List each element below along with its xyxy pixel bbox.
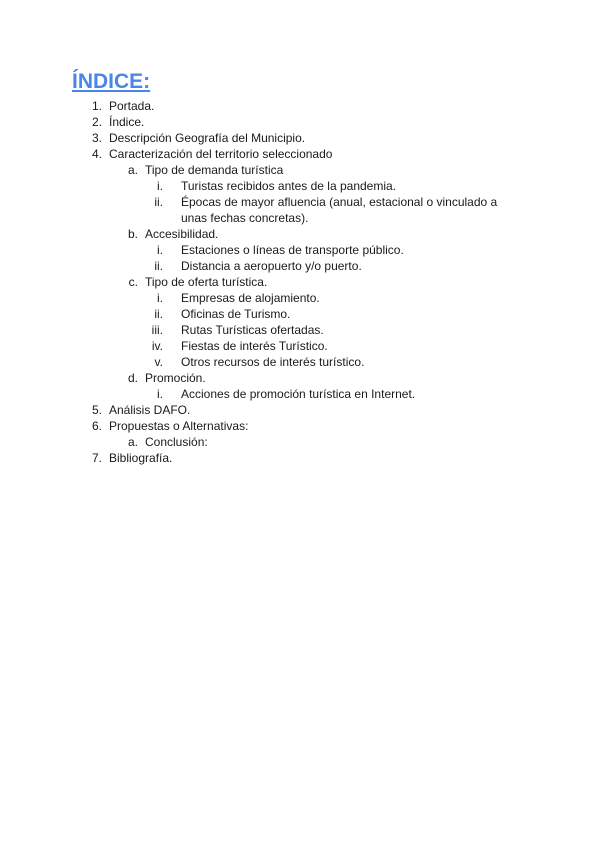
toc-marker: ii. [154,307,163,321]
toc-marker: 6. [91,419,102,433]
toc-text: Acciones de promoción turística en Internet. [181,387,416,401]
toc-text: Caracterización del territorio seleccionado [109,147,333,161]
toc-marker: i. [157,243,163,257]
toc-text: Rutas Turísticas ofertadas. [181,323,324,337]
toc-text: Accesibilidad. [145,227,219,241]
toc-marker: i. [157,387,163,401]
toc-text: Turistas recibidos antes de la pandemia. [181,179,397,193]
toc-text: Épocas de mayor afluencia (anual, estacional o vinculado a [181,195,498,209]
toc-marker: 1. [91,99,102,113]
toc-text: Bibliografía. [109,451,173,465]
toc-marker: ii. [154,195,163,209]
toc-text: Estaciones o líneas de transporte público. [181,243,404,257]
toc-text: Tipo de oferta turística. [145,275,268,289]
toc-marker: i. [157,179,163,193]
toc-marker: c. [128,275,138,289]
toc-marker: i. [157,291,163,305]
toc-text: Oficinas de Turismo. [181,307,291,321]
toc-marker: d. [127,371,138,385]
toc-text: Portada. [109,99,155,113]
toc-text: Descripción Geografía del Municipio. [109,131,306,145]
toc-text: Índice. [109,115,145,129]
toc-marker: 7. [91,451,102,465]
toc-marker: a. [127,163,138,177]
toc-text: Distancia a aeropuerto y/o puerto. [181,259,362,273]
toc-text: Otros recursos de interés turístico. [181,355,365,369]
toc-marker: v. [154,355,163,369]
toc-marker: b. [127,227,138,241]
toc-text: unas fechas concretas). [181,211,309,225]
toc-marker: a. [127,435,138,449]
toc-marker: ii. [154,259,163,273]
toc-marker: 2. [91,115,102,129]
toc-marker: iii. [151,323,163,337]
toc-text: Empresas de alojamiento. [181,291,320,305]
toc-text: Promoción. [145,371,206,385]
page-title: ÍNDICE: [72,70,151,93]
toc-text: Análisis DAFO. [109,403,191,417]
toc-marker: 5. [91,403,102,417]
toc-text: Conclusión: [145,435,208,449]
toc-marker: iv. [151,339,163,353]
toc-marker: 3. [91,131,102,145]
toc-marker: 4. [91,147,102,161]
toc-text: Fiestas de interés Turístico. [181,339,328,353]
toc-text: Tipo de demanda turística [145,163,284,177]
toc-text: Propuestas o Alternativas: [109,419,249,433]
